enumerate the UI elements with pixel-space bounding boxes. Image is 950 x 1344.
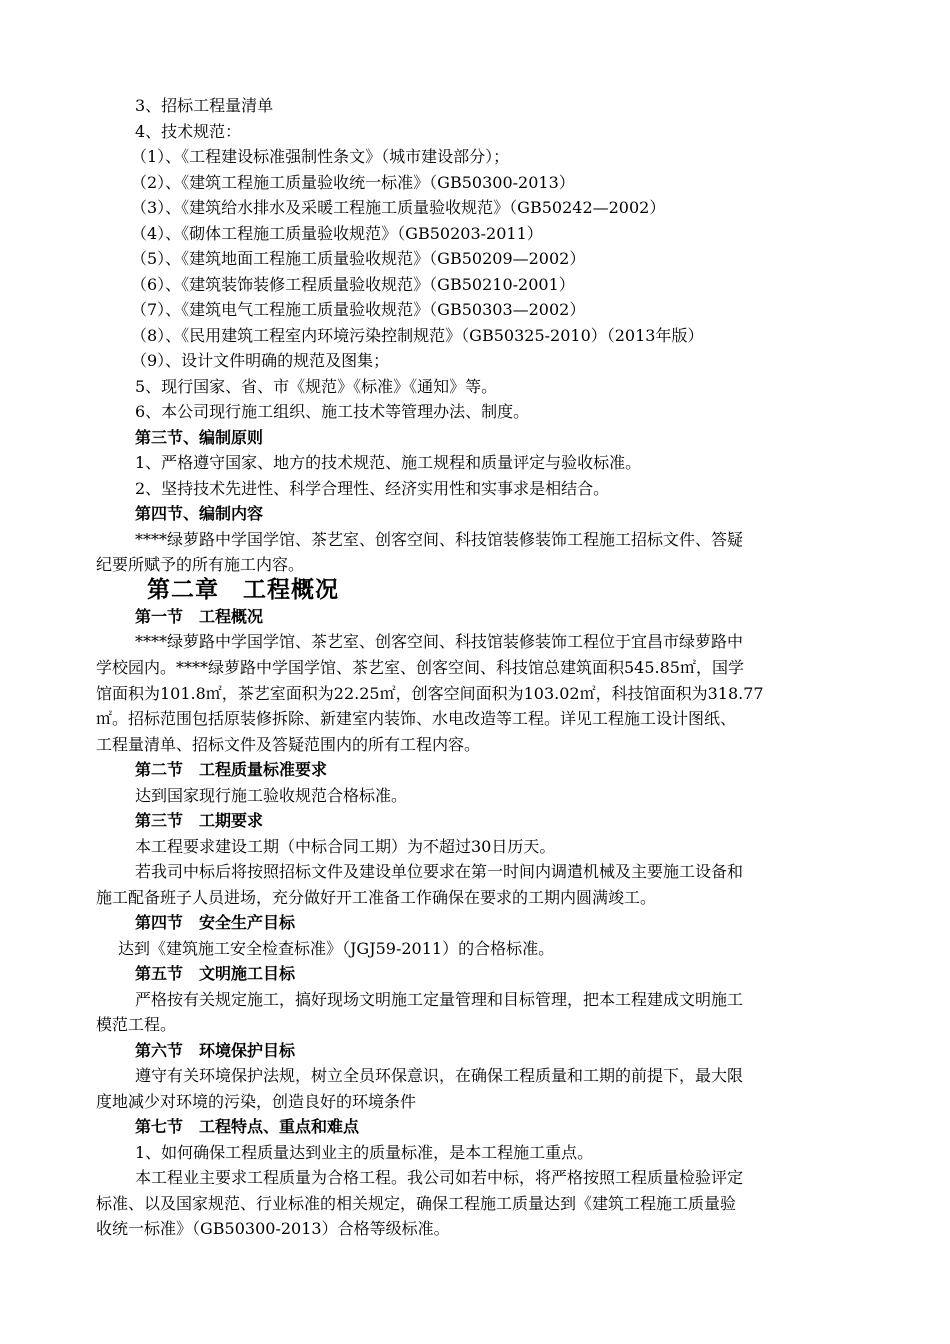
text-line: 遵守有关环境保护法规，树立全员环保意识，在确保工程质量和工期的前提下，最大限 <box>135 1066 744 1085</box>
text-line: ****绿萝路中学国学馆、茶艺室、创客空间、科技馆装修装饰工程位于宜昌市绿萝路中 <box>135 632 744 651</box>
text-line: （2）、《建筑工程施工质量验收统一标准》（GB50300-2013） <box>131 173 575 192</box>
text-line: 1、严格遵守国家、地方的技术规范、施工规程和质量评定与验收标准。 <box>135 453 642 472</box>
text-line: 3、招标工程量清单 <box>135 96 274 115</box>
text-line: 严格按有关规定施工，搞好现场文明施工定量管理和目标管理，把本工程建成文明施工 <box>135 990 744 1009</box>
text-line: 收统一标准》（GB50300-2013）合格等级标准。 <box>96 1219 450 1238</box>
text-line: （9）、设计文件明确的规范及图集； <box>131 351 390 370</box>
text-line: 馆面积为101.8㎡，茶艺室面积为22.25㎡，创客空间面积为103.02㎡，科技馆面积为318.77 <box>96 684 764 703</box>
text-line: 施工配备班子人员进场，充分做好开工准备工作确保在要求的工期内圆满竣工。 <box>96 888 657 907</box>
section-heading: 第一节 工程概况 <box>135 607 264 626</box>
text-line: （6）、《建筑装饰装修工程质量验收规范》（GB50210-2001） <box>131 275 575 294</box>
section-heading: 第三节 工期要求 <box>135 811 264 830</box>
text-line: 纪要所赋予的所有施工内容。 <box>96 555 305 574</box>
text-line: 1、如何确保工程质量达到业主的质量标准，是本工程施工重点。 <box>135 1143 594 1162</box>
section-heading: 第四节、编制内容 <box>135 504 264 523</box>
text-line: 达到《建筑施工安全检查标准》（JGJ59-2011）的合格标准。 <box>118 939 555 958</box>
section-heading: 第二节 工程质量标准要求 <box>135 760 328 779</box>
chapter-title: 第二章 工程概况 <box>147 577 339 603</box>
text-line: 4、技术规范： <box>135 122 242 141</box>
text-line: ㎡。招标范围包括原装修拆除、新建室内装饰、水电改造等工程。详见工程施工设计图纸、 <box>96 709 737 728</box>
text-line: 5、现行国家、省、市《规范》《标准》《通知》等。 <box>135 377 498 396</box>
section-heading: 第三节、编制原则 <box>135 428 264 447</box>
text-line: 本工程业主要求工程质量为合格工程。我公司如若中标，将严格按照工程质量检验评定 <box>135 1168 744 1187</box>
text-line: 工程量清单、招标文件及答疑范围内的所有工程内容。 <box>96 735 481 754</box>
text-line: 若我司中标后将按照招标文件及建设单位要求在第一时间内调遣机械及主要施工设备和 <box>135 862 744 881</box>
text-line: （4）、《砌体工程施工质量验收规范》（GB50203-2011） <box>131 224 543 243</box>
text-line: （5）、《建筑地面工程施工质量验收规范》（GB50209—2002） <box>131 249 586 268</box>
text-line: 达到国家现行施工验收规范合格标准。 <box>135 786 408 805</box>
text-line: （7）、《建筑电气工程施工质量验收规范》（GB50303—2002） <box>131 300 586 319</box>
section-heading: 第六节 环境保护目标 <box>135 1041 296 1060</box>
text-line: 标准、以及国家规范、行业标准的相关规定，确保工程施工质量达到《建筑工程施工质量验 <box>96 1194 737 1213</box>
text-line: （1）、《工程建设标准强制性条文》（城市建设部分）； <box>131 147 510 166</box>
text-line: 本工程要求建设工期（中标合同工期）为不超过30日历天。 <box>135 837 556 856</box>
text-line: （8）、《民用建筑工程室内环境污染控制规范》（GB50325-2010）（2013年版） <box>131 326 704 345</box>
text-line: 学校园内。****绿萝路中学国学馆、茶艺室、创客空间、科技馆总建筑面积545.85㎡，国学 <box>96 658 744 677</box>
text-line: 模范工程。 <box>96 1015 177 1034</box>
text-line: 度地减少对环境的污染，创造良好的环境条件 <box>96 1092 417 1111</box>
text-line: 6、本公司现行施工组织、施工技术等管理办法、制度。 <box>135 402 530 421</box>
section-heading: 第五节 文明施工目标 <box>135 964 296 983</box>
section-heading: 第四节 安全生产目标 <box>135 913 296 932</box>
text-line: 2、坚持技术先进性、科学合理性、经济实用性和实事求是相结合。 <box>135 479 610 498</box>
section-heading: 第七节 工程特点、重点和难点 <box>135 1117 360 1136</box>
text-line: ****绿萝路中学国学馆、茶艺室、创客空间、科技馆装修装饰工程施工招标文件、答疑 <box>135 530 744 549</box>
text-line: （3）、《建筑给水排水及采暖工程施工质量验收规范》（GB50242—2002） <box>131 198 666 217</box>
